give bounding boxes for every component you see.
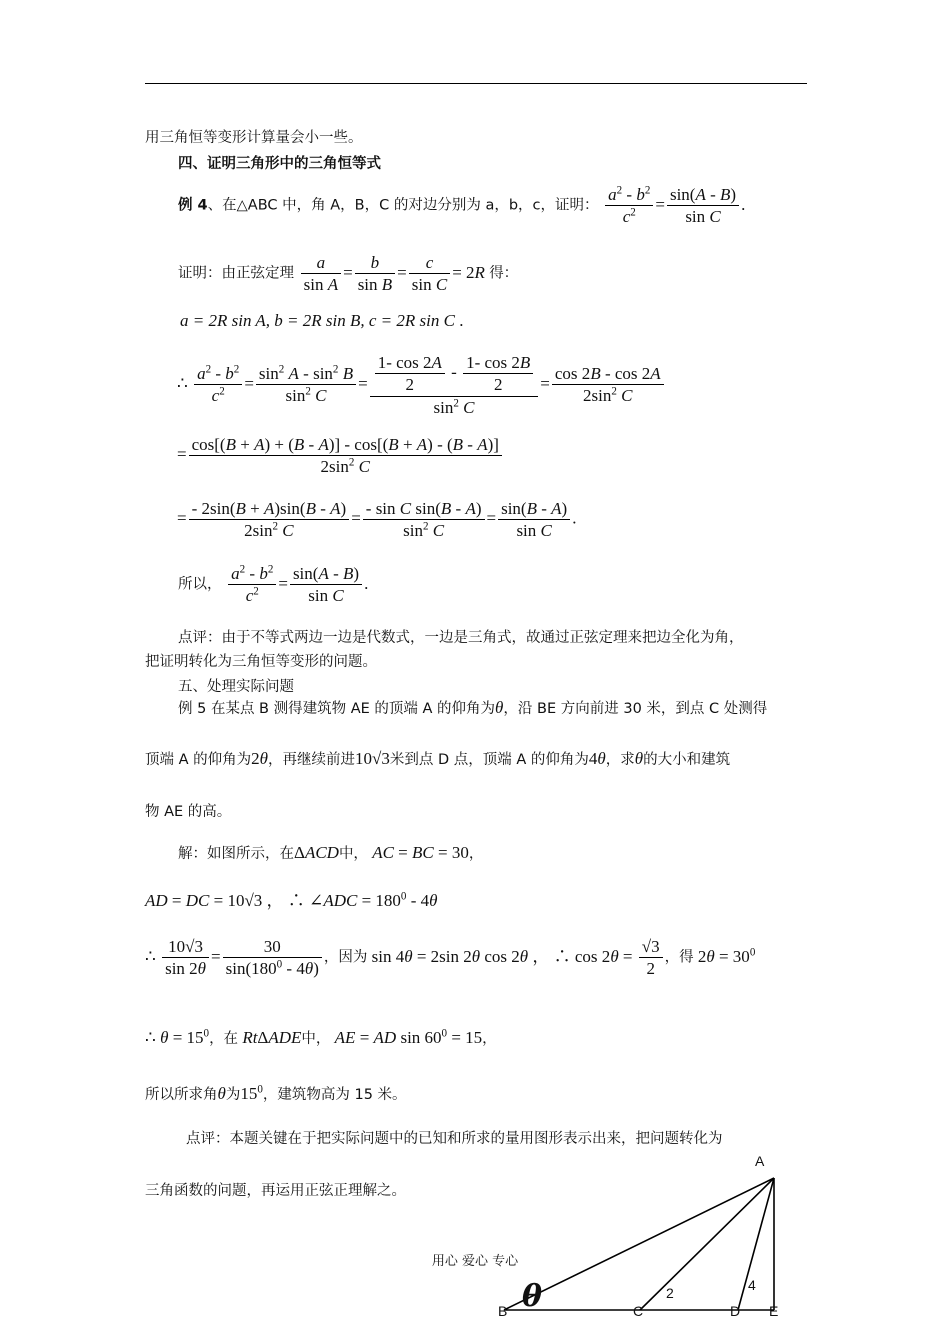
- section-heading-5: 五、处理实际问题: [178, 679, 294, 695]
- sides-in-terms-of-R: a = 2R sin A, b = 2R sin B, c = 2R sin C .: [180, 311, 464, 330]
- line-AD: [738, 1178, 774, 1310]
- solution-line-2: AD = DC = 10√3 ， ∴ ∠ADC = $180^0 - 4\theta$: [145, 890, 438, 910]
- label-C: C: [633, 1303, 644, 1319]
- comment-4-line-2: 把证明转化为三角恒等变形的问题。: [145, 654, 377, 670]
- angle-C-label: 2: [666, 1285, 674, 1301]
- figure-lines: [504, 1178, 774, 1310]
- page-footer: 用心 爱心 专心: [431, 1254, 519, 1269]
- triangle-figure: [490, 1148, 800, 1338]
- comment-5-line-2: 三角函数的问题，再运用正弦正理解之。: [145, 1183, 406, 1199]
- example-4-label: 例 4: [178, 197, 208, 214]
- comment-4-line-1: 点评：由于不等式两边一边是代数式，一边是三角式，故通过正弦定理来把边全化为角，: [178, 630, 744, 646]
- header-rule: [145, 83, 807, 84]
- conclusion-line: 所以所求角θ为$15^0$，建筑物高为 15 米。: [145, 1083, 407, 1103]
- label-E: E: [769, 1303, 779, 1319]
- proof-step-1: ∴ $\frac{a^2 - b^2}{c^2}$ = $\frac{\sin^2 A - \sin^2 B}{\sin^2 C}$ = $\frac{1- \cos 2A}{2}$ - $\frac{1- \cos 2B}{2}$ $\sin^2 C$ = $\frac{\cos 2B - \cos 2A}{2\sin^2 C}$: [177, 352, 666, 418]
- proof-sine-law-line: 证明：由正弦定理 $\frac{a}{\text{sin A}}$ = $\frac{b}{\text{sin B}}$ = $\frac{c}{\text{sin C}}$ = 2R 得：: [178, 253, 519, 295]
- solution-line-3: ∴ $\frac{10√3}{\sin 2\theta}$ = $\frac{30}{\sin(180^0 - 4\theta)}$ ，因为 sin 4θ = 2sin 2θ cos 2θ ， ∴ cos 2θ = $\frac{√3}{2}$ ，得 $2\theta = 30^0$: [145, 937, 756, 979]
- angle-D-label: 4: [748, 1277, 756, 1293]
- comment-5-line-1: 点评：本题关键在于把实际问题中的已知和所求的量用图形表示出来，把问题转化为: [186, 1131, 723, 1147]
- proof-step-2: = $\frac{\cos[(B + A) + (B - A)] - \cos[(B + A) - (B - A)]}{2\sin^2 C}$: [177, 434, 504, 478]
- label-B: B: [498, 1303, 508, 1319]
- angle-B-label: θ: [522, 1279, 543, 1314]
- example-4-statement: 例 4、在△ABC 中，角 A，B，C 的对边分别为 a，b，c，证明： $\frac{a^2 - b^2}{c^2}$ = $\frac{\sin(A - B)}{\text{sin C}}$ .: [178, 184, 746, 227]
- proof-conclusion: 所以， $\frac{a^2 - b^2}{c^2}$ = $\frac{\sin(A - B)}{\text{sin C}}$ .: [178, 563, 369, 606]
- example-5-line-3: 物 AE 的高。: [145, 804, 232, 820]
- example-5-line-2: 顶端 A 的仰角为2θ，再继续前进10√3米到点 D 点，顶端 A 的仰角为4θ，求θ的大小和建筑: [145, 749, 731, 768]
- line-AB: [504, 1178, 774, 1310]
- example-4-formula: $\frac{a^2 - b^2}{c^2}$ = $\frac{\sin(A - B)}{\text{sin C}}$ .: [603, 195, 745, 214]
- label-A: A: [755, 1153, 765, 1169]
- example-5-line-1: 例 5 在某点 B 测得建筑物 AE 的顶端 A 的仰角为θ，沿 BE 方向前进 30 米，到点 C 处测得: [178, 698, 768, 717]
- label-D: D: [730, 1303, 741, 1319]
- solution-line-4: ∴ $\theta = 15^0$，在 RtΔADE中， AE = AD $\sin 60^0 = 15$，: [145, 1027, 497, 1047]
- paragraph-continuation: 用三角恒等变形计算量会小一些。: [145, 130, 363, 146]
- proof-step-3: = $\frac{- 2\sin(B + A)\sin(B - A)}{2\sin^2 C}$ = $\frac{\text{- sin C sin(B - A)}}{\sin^2 C}$ = $\frac{\sin(B - A)}{\text{sin C}}$ .: [177, 499, 577, 541]
- solution-line-1: 解：如图所示，在ΔACD中， AC = BC = 30，: [178, 843, 484, 862]
- sine-law-formula: $\frac{a}{\text{sin A}}$ = $\frac{b}{\text{sin B}}$ = $\frac{c}{\text{sin C}}$ = 2R: [299, 263, 490, 282]
- section-heading-4: 四、证明三角形中的三角恒等式: [178, 156, 381, 172]
